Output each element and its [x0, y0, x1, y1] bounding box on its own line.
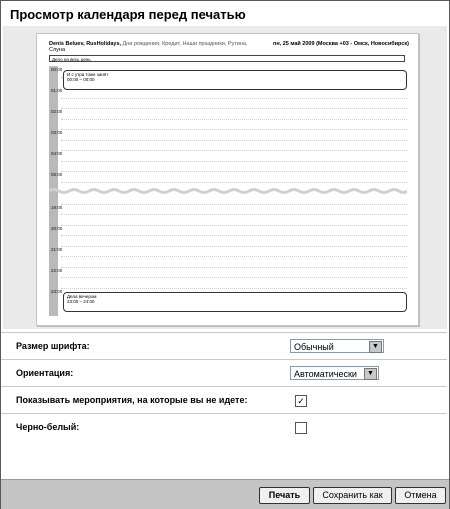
chevron-down-icon: ▼: [364, 368, 377, 380]
print-button[interactable]: Печать: [259, 487, 310, 504]
orientation-value: Автоматически: [294, 369, 357, 379]
chevron-down-icon: ▼: [369, 341, 382, 353]
grid-line: [61, 98, 407, 99]
time-break-wave: [49, 188, 407, 194]
hour-label: 19:00: [51, 205, 63, 210]
grid-line: [61, 246, 407, 247]
grid-line: [61, 256, 407, 257]
option-font-size: [1, 332, 447, 360]
grid-line: [61, 204, 407, 205]
grid-line: [61, 214, 407, 215]
time-grid: [49, 66, 407, 316]
hour-label: 21:00: [51, 247, 63, 252]
font-size-value: Обычный: [294, 342, 334, 352]
grid-line: [61, 288, 407, 289]
option-show-declined: [1, 386, 447, 414]
preview-header: [49, 41, 409, 54]
grid-line: [61, 182, 407, 183]
preview-page: [36, 33, 419, 326]
header-date: пн, 25 май 2009 (Москва +03 - Омск, Новосибирск): [273, 41, 409, 47]
font-size-label: Размер шрифта:: [16, 341, 90, 351]
grid-line: [61, 119, 407, 120]
save-as-button[interactable]: Сохранить как: [313, 487, 392, 504]
hour-label: 03:00: [51, 130, 63, 135]
event-title: Дела вечером: [67, 294, 97, 299]
header-calendars: Дни рождения, Кредит, Наши праздники, Рутина,: [122, 41, 248, 47]
black-white-checkbox[interactable]: [295, 422, 307, 434]
hour-label: 04:00: [51, 151, 63, 156]
grid-line: [61, 150, 407, 151]
hour-label: 05:00: [51, 172, 63, 177]
preview-area: [3, 26, 447, 329]
show-declined-checkbox[interactable]: ✓: [295, 395, 307, 407]
hour-label: 01:00: [51, 88, 63, 93]
hour-label: 23:00: [51, 289, 63, 294]
dialog-title: Просмотр календаря перед печатью: [10, 7, 246, 22]
grid-line: [61, 140, 407, 141]
allday-event: Дело на весь день: [49, 55, 405, 62]
option-black-white: [1, 413, 447, 441]
grid-line: [61, 235, 407, 236]
orientation-select[interactable]: [290, 366, 379, 380]
grid-line: [61, 277, 407, 278]
hour-label: 22:00: [51, 268, 63, 273]
grid-line: [61, 108, 407, 109]
event-time: 23:00 – 24:00: [67, 299, 95, 304]
calendar-event: [63, 70, 407, 90]
grid-line: [61, 161, 407, 162]
hour-label: 00:00: [51, 67, 63, 72]
option-orientation: [1, 359, 447, 387]
event-time: 00:00 – 00:00: [67, 77, 95, 82]
event-title: И с утра тоже занят: [67, 72, 109, 77]
cancel-button[interactable]: Отмена: [395, 487, 446, 504]
show-declined-label: Показывать мероприятия, на которые вы не идете:: [16, 395, 248, 405]
grid-line: [61, 129, 407, 130]
hour-label: 20:00: [51, 226, 63, 231]
dialog-footer: [1, 479, 449, 509]
grid-line: [61, 225, 407, 226]
calendar-event: [63, 292, 407, 312]
header-owner: Denis Beluev, RusHolidays,: [49, 41, 122, 47]
hour-label: 02:00: [51, 109, 63, 114]
orientation-label: Ориентация:: [16, 368, 74, 378]
header-calendars-line2: Слуна: [49, 47, 66, 54]
font-size-select[interactable]: [290, 339, 384, 353]
grid-line: [61, 171, 407, 172]
grid-line: [61, 267, 407, 268]
black-white-label: Черно-белый:: [16, 422, 80, 432]
